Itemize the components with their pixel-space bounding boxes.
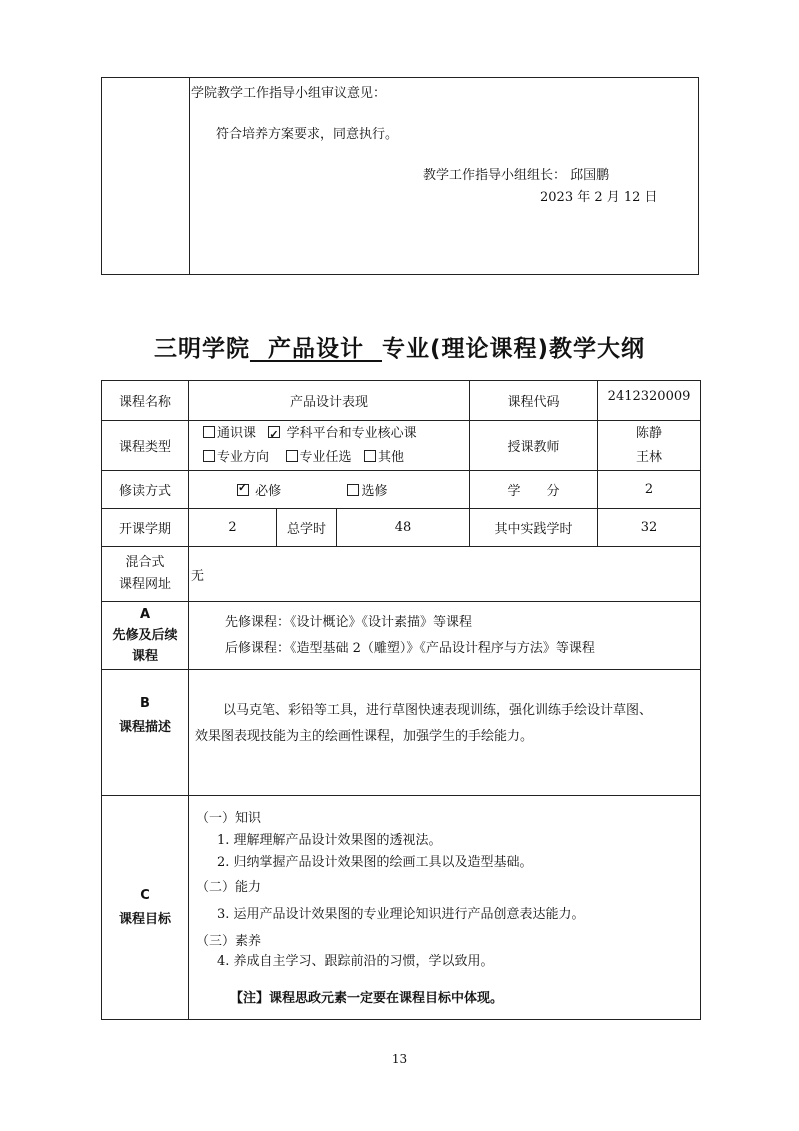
teacher-2: 王林 [636, 449, 663, 465]
checkbox-icon[interactable] [203, 450, 215, 462]
practice-hours-value: 32 [598, 509, 701, 547]
course-name: 产品设计表现 [189, 381, 470, 421]
hours-label: 总学时 [277, 509, 337, 547]
course-type-label: 课程类型 [102, 421, 189, 471]
followup-courses: 后修课程：《造型基础 2（雕塑）》《产品设计程序与方法》等课程 [225, 640, 595, 656]
mode-elective[interactable]: 选修 [347, 484, 387, 499]
type-option-elective[interactable]: 专业任选 [286, 450, 352, 465]
course-type-options [189, 421, 470, 471]
goal-note: 【注】课程思政元素一定要在课程目标中体现。 [230, 991, 504, 1006]
review-signer: 教学工作指导小组组长： 邱国鹏 [423, 168, 610, 183]
syllabus-table [101, 380, 701, 1020]
prereq-courses: 先修课程：《设计概论》《设计素描》等课程 [225, 614, 473, 630]
course-description [189, 670, 701, 796]
goal-item-1: 1. 理解理解产品设计效果图的透视法。 [217, 833, 442, 848]
study-mode-options [189, 471, 470, 509]
prereq-content [189, 602, 701, 670]
goal-item-4: 4. 养成自主学习、跟踪前沿的习惯，学以致用。 [217, 954, 494, 969]
course-code-label: 课程代码 [470, 381, 598, 421]
desc-label: B 课程描述 [102, 670, 189, 796]
checkbox-checked-icon[interactable] [237, 484, 249, 496]
checkbox-checked-icon[interactable] [268, 426, 280, 438]
desc-line-2: 效果图表现技能为主的绘画性课程，加强学生的手绘能力。 [195, 729, 534, 744]
checkbox-icon[interactable] [364, 450, 376, 462]
credit-value: 2 [598, 471, 701, 509]
goal-item-2: 2. 归纳掌握产品设计效果图的绘画工具以及造型基础。 [217, 855, 533, 870]
title-suffix: 专业(理论课程)教学大纲 [382, 336, 646, 362]
type-option-core[interactable]: ✓ 学科平台和专业核心课 [268, 426, 416, 441]
semester-value: 2 [189, 509, 277, 547]
type-option-direction[interactable]: 专业方向 [203, 450, 269, 465]
review-date: 2023 年 2 月 12 日 [540, 190, 658, 205]
checkbox-icon[interactable] [203, 426, 215, 438]
semester-label: 开课学期 [102, 509, 189, 547]
review-table [101, 77, 699, 275]
teacher-1: 陈静 [636, 425, 663, 441]
review-opinion: 符合培养方案要求，同意执行。 [216, 127, 399, 142]
course-url-label: 混合式 课程网址 [102, 547, 189, 602]
course-code: 2412320009 [598, 381, 701, 421]
course-name-label: 课程名称 [102, 381, 189, 421]
type-option-other[interactable]: 其他 [364, 450, 404, 465]
study-mode-label: 修读方式 [102, 471, 189, 509]
title-major: 产品设计 [249, 336, 382, 362]
prereq-label: A 先修及后续 课程 [102, 602, 189, 670]
page-title [0, 330, 799, 363]
teachers [598, 421, 701, 471]
goal-heading-quality: （三）素养 [196, 934, 262, 949]
practice-hours-label: 其中实践学时 [470, 509, 598, 547]
type-option-general[interactable]: 通识课 [203, 426, 256, 441]
teacher-label: 授课教师 [470, 421, 598, 471]
goal-item-3: 3. 运用产品设计效果图的专业理论知识进行产品创意表达能力。 [217, 907, 585, 922]
page-number: 13 [391, 1052, 408, 1066]
desc-line-1: 以马克笔、彩铅等工具，进行草图快速表现训练，强化训练手绘设计草图、 [223, 703, 653, 718]
review-heading: 学院教学工作指导小组审议意见： [191, 86, 387, 101]
goal-heading-knowledge: （一）知识 [196, 811, 262, 826]
goal-label: C 课程目标 [102, 796, 189, 1020]
goal-heading-ability: （二）能力 [196, 880, 262, 895]
mode-required[interactable]: ✓ 必修 [237, 484, 281, 499]
hours-value: 48 [337, 509, 470, 547]
title-prefix: 三明学院 [153, 336, 250, 362]
course-url: 无 [189, 547, 701, 602]
review-left-cell [102, 78, 190, 275]
checkbox-icon[interactable] [347, 484, 359, 496]
credit-label: 学 分 [470, 471, 598, 509]
checkbox-icon[interactable] [286, 450, 298, 462]
